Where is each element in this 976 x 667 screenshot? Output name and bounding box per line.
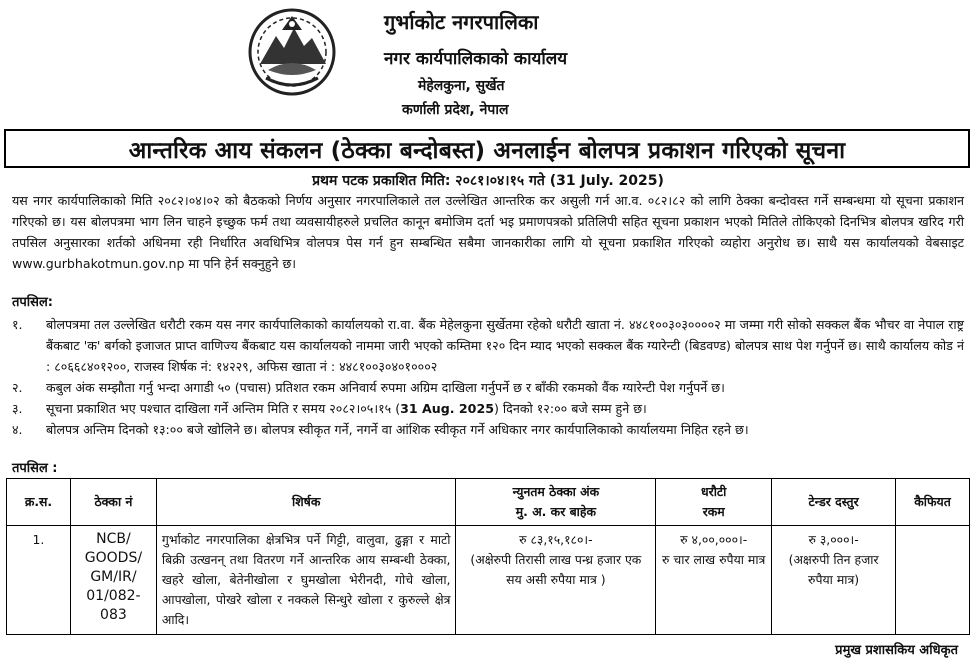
table-heading: तपसिल :	[12, 461, 58, 476]
cell-title: गुर्भाकोट नगरपालिका क्षेत्रभित्र पर्ने गिट्टी, वालुवा, ढुङ्गा र माटो बिक्री उत्खनन् तथा वितरण गर्ने आन्तरिक आय सम्बन्धी ठेक्का, खहरे खोला, बेतेनीखोला र घुमखोला भेरीनदी, गोचे खोला, आपखोला, पोखरे खोला र नक्कले सिन्धुरे खोला र कुरुल्ले क्षेत्र आदि।	[156, 526, 456, 635]
deposit-amount: रु ४,००,०००।-	[680, 532, 748, 547]
header-deposit	[656, 479, 772, 526]
table-row	[7, 526, 970, 635]
section-heading: तपसिल:	[12, 295, 53, 310]
notice-title: आन्तरिक आय संकलन (ठेक्का बन्दोबस्त) अनलाईन बोलपत्र प्रकाशन गरिएको सूचना	[4, 129, 970, 168]
municipality-name: गुर्भाकोट नगरपालिका	[384, 10, 539, 34]
header-remarks: कैफियत	[896, 479, 970, 526]
condition-item	[12, 419, 964, 440]
cell-remarks	[896, 526, 970, 635]
header-min-bid-label: न्युनतम ठेक्का अंक	[512, 484, 600, 499]
condition-text	[46, 398, 964, 419]
first-publish-date: प्रथम पटक प्रकाशित मिति: २०८१।०४।१५ गते (31 July. 2025)	[312, 173, 664, 189]
condition-text: कबुल अंक सम्झौता गर्नु भन्दा अगाडी ५० (पचास) प्रतिशत रकम अनिवार्य रुपमा अग्रिम दाखिला गर्नुपर्ने छ र बाँकी रकमको वैंक ग्यारेन्टी पेश गर्नुपर्ने छ।	[46, 380, 725, 395]
conditions-list	[12, 314, 964, 440]
deposit-words: रु चार लाख रुपैया मात्र	[662, 552, 766, 567]
letterhead	[0, 0, 976, 128]
min-bid-amount: रु ८३,१५,१८०।-	[519, 532, 593, 547]
signature-title: प्रमुख प्रशासकिय अधिकृत	[835, 643, 958, 658]
office-name: नगर कार्यपालिकाको कार्यालय	[384, 49, 568, 69]
government-emblem-icon	[246, 6, 338, 98]
fee-words: (अक्षरुपी तिन हजार रुपैया मात्र)	[788, 552, 879, 587]
fee-amount: रु ३,०००।-	[808, 532, 859, 547]
condition-text: बोलपत्र अन्तिम दिनको १३:०० बजे खोलिने छ। बोलपत्र स्वीकृत गर्ने, नगर्ने वा आंशिक स्वीकृत गर्ने अधिकार नगर कार्यपालिकाको कार्यालयमा निहित रहने छ।	[46, 422, 749, 437]
cell-code: NCB/ GOODS/ GM/IR/ 01/082-083	[70, 526, 156, 635]
cell-deposit	[656, 526, 772, 635]
office-province: कर्णाली प्रदेश, नेपाल	[402, 102, 509, 118]
cell-fee	[772, 526, 896, 635]
condition-item	[12, 314, 964, 377]
header-title: शिर्षक	[156, 479, 456, 526]
condition-item	[12, 377, 964, 398]
deadline-date: 31 Aug. 2025	[400, 401, 494, 416]
tender-table	[6, 478, 970, 635]
condition-item	[12, 398, 964, 419]
header-code: ठेक्का नं	[70, 479, 156, 526]
header-deposit-label: धरौटी	[701, 484, 727, 499]
cell-sn: 1.	[7, 526, 71, 635]
header-fee: टेन्डर दस्तुर	[772, 479, 896, 526]
header-sn: क्र.स.	[7, 479, 71, 526]
table-header-row	[7, 479, 970, 526]
condition-number: ४.	[12, 422, 23, 437]
condition-number: ३.	[12, 401, 23, 416]
header-min-bid	[456, 479, 656, 526]
condition-text: बोलपत्रमा तल उल्लेखित धरौटी रकम यस नगर कार्यपालिकाको कार्यालयको रा.वा. बैंक मेहेलकुना सुर्खेतमा रहेको धरौटी खाता नं. ४४८१००३०३००००२ मा जम्मा गरी सोको सक्कल बैंक भौचर वा नेपाल राष्ट्र बैंकबाट 'क' बर्गको इजाजत प्राप्त वाणिज्य बैंकबाट यस कार्यालयको नाममा जारी भएको कम्तिमा १२० दिन म्याद भएको सक्कल बैंक ग्यारेन्टी (बिडवण्ड) बोलपत्र साथ पेश गर्नुपर्ने छ। साथै कार्यालय कोड नं : ८०६६८४०१२००, राजस्व शिर्षक नं: १४२२९, अफिस खाता नं : ४४८१००३०४०१०००२	[46, 317, 964, 374]
intro-paragraph: यस नगर कार्यपालिकाको मिति २०८२।०४।०२ को बैठकको निर्णय अनुसार नगरपालिकाले तल उल्लेखित आन्तरिक कर असुली गर्न आ.व. ०८२।८२ को लागि ठेक्का बन्दोवस्त गर्ने सम्बन्धमा यो सूचना प्रकाशन गरिएको छ। यस बोलपत्रमा भाग लिन चाहने इच्छुक फर्म तथा व्यवसायीहरुले प्रचलित कानून बमोजिम दर्ता भइ प्रमाणपत्रको प्रतिलिपी सहित सूचना प्रकाशन भएको मितिले तोकिएको दिनभित्र बोलपत्र खरिद गरी तपसिल अनुसारका शर्तको अधिनमा रही निर्धारित अवधिभित्र वोलपत्र पेस गर्न हुन सम्बन्धित सबैमा जानकारीका लागि यो सूचना प्रकाशित गरिएको व्यहोरा अनुरोध छ। साथै यस कार्यालयको वेबसाइट www.gurbhakotmun.gov.np मा पनि हेर्न सक्नुहुने छ।	[12, 193, 964, 271]
office-location: मेहेलकुना, सुर्खेत	[418, 78, 505, 94]
header-min-bid-sub: मु. अ. कर बाहेक	[515, 504, 596, 519]
condition-text-after: ) दिनको १२:०० बजे सम्म हुने छ।	[493, 401, 647, 416]
condition-number: १.	[12, 317, 23, 332]
header-deposit-sub: रकम	[702, 504, 725, 519]
cell-min-bid	[456, 526, 656, 635]
condition-text-before: सूचना प्रकाशित भए पश्चात दाखिला गर्ने अन्तिम मिति र समय २०८२।०५।१५ (	[46, 401, 401, 416]
min-bid-words: (अक्षेरुपी तिरासी लाख पन्ध्र हजार एक सय असी रुपैया मात्र )	[470, 552, 642, 587]
condition-number: २.	[12, 380, 23, 395]
